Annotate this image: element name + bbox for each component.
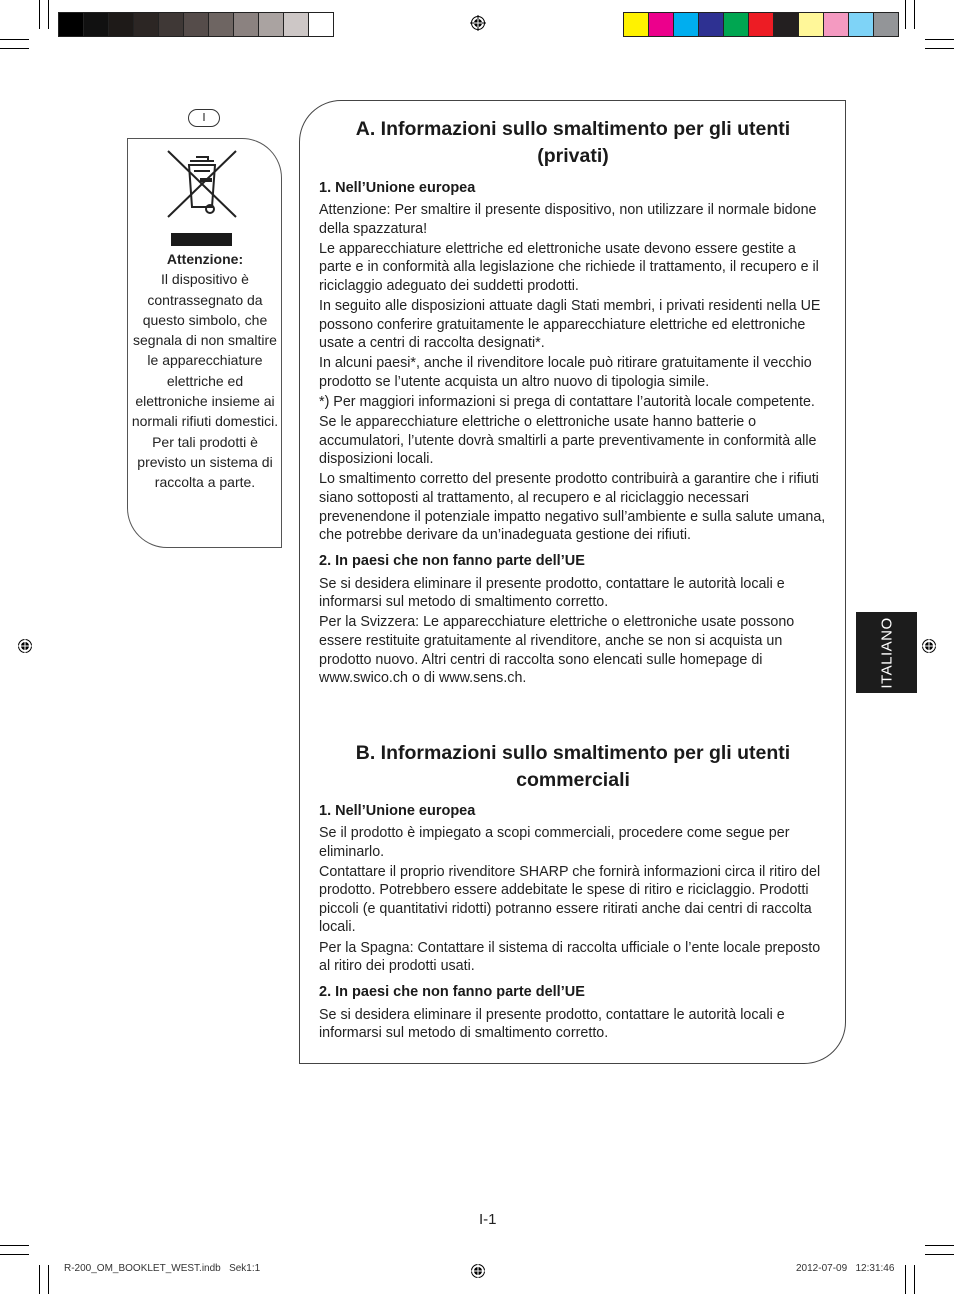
registration-mark-icon	[921, 638, 937, 654]
section-b-sub1-body	[319, 824, 827, 976]
registration-mark-icon	[17, 638, 33, 654]
section-b-sub2-body	[319, 1006, 827, 1043]
section-a	[319, 116, 827, 688]
warning-description: Il dispositivo è contrassegnato da questo simbolo, che segnala di non smaltire le apparecchiature elettriche ed elettroniche insieme ai normali rifiuti domestici.	[131, 271, 279, 430]
color-swatch	[649, 13, 674, 36]
language-tab	[856, 612, 917, 693]
section-a-sub1-paragraph: Attenzione: Per smaltire il presente dispositivo, non utilizzare il normale bidone della spazzatura!	[319, 202, 817, 237]
gray-swatch	[209, 13, 234, 36]
color-swatch	[874, 13, 898, 36]
section-a-sub2-paragraph: Se si desidera eliminare il presente prodotto, contattare le autorità locali e informarsi sul metodo di smaltimento corretto.	[319, 575, 785, 611]
color-swatch	[824, 13, 849, 36]
warning-text	[131, 249, 279, 493]
section-a-sub1-body	[319, 201, 827, 545]
section-a-sub1-paragraph: Lo smaltimento corretto del presente prodotto contribuirà a garantire che i rifiuti siano sottoposti al trattamento, al recupero e al riciclaggio necessari prevenendone il potenziale impatto negativo sull’ambiente e sulla salute umana, che potrebbe derivare da un’inadeguata gestione dei rifiuti.	[319, 471, 826, 544]
color-swatch	[724, 13, 749, 36]
color-swatch	[849, 13, 874, 36]
section-b-sub1-title: 1. Nell’Unione europea	[319, 803, 476, 819]
section-a-sub1-title: 1. Nell’Unione europea	[319, 180, 476, 196]
gray-swatch	[159, 13, 184, 36]
gray-swatch	[259, 13, 284, 36]
language-tab-label: ITALIANO	[878, 616, 895, 689]
footer-datetime: 2012-07-09 12:31:46	[796, 1263, 895, 1274]
gray-swatch	[59, 13, 84, 36]
color-swatch	[799, 13, 824, 36]
section-a-title: A. Informazioni sullo smaltimento per gli utenti (privati)	[355, 118, 791, 167]
warning-title: Attenzione:	[166, 251, 244, 267]
process-color-bar	[623, 12, 899, 37]
gray-swatch	[309, 13, 333, 36]
gray-swatch	[234, 13, 259, 36]
section-b-sub2-paragraph: Se si desidera eliminare il presente prodotto, contattare le autorità locali e informarsi sul metodo di smaltimento corretto.	[319, 1006, 785, 1042]
color-swatch	[774, 13, 799, 36]
gray-color-bar	[58, 12, 334, 37]
color-swatch	[699, 13, 724, 36]
gray-swatch	[184, 13, 209, 36]
section-a-sub2-body	[319, 575, 827, 688]
gray-swatch	[84, 13, 109, 36]
section-a-sub2-title: 2. In paesi che non fanno parte dell’UE	[319, 552, 585, 569]
page-number: I-1	[479, 1211, 497, 1228]
section-a-sub1-paragraph: Se le apparecchiature elettriche o elettroniche usate hanno batterie o accumulatori, l’utente dovrà smaltirli a parte preventivamente in conformità alle disposizioni locali.	[319, 414, 817, 468]
color-swatch	[674, 13, 699, 36]
section-b-sub1-paragraph: Per la Spagna: Contattare il sistema di raccolta ufficiale o l’ente locale preposto al ritiro dei prodotti usati.	[319, 939, 821, 975]
section-b-sub1-paragraph: Contattare il proprio rivenditore SHARP che fornirà informazioni circa il ritiro del prodotto. Potrebbero essere addebitate le spese di ritiro e riciclaggio. Prodotti piccoli (e quantitativi ridotti) potranno essere ritirati anche dai centri di raccolta locali.	[319, 863, 821, 936]
registration-mark-icon	[470, 15, 486, 31]
warning-description-2: Per tali prodotti è previsto un sistema di raccolta a parte.	[137, 433, 273, 491]
section-b	[319, 740, 827, 1043]
section-a-sub1-paragraph: In seguito alle disposizioni attuate dagli Stati membri, i privati residenti nella UE possono conferire gratuitamente le apparecchiature elettriche ed elettroniche usate a centri di raccolta designati*.	[319, 297, 821, 352]
gray-swatch	[134, 13, 159, 36]
section-b-title: B. Informazioni sullo smaltimento per gli utenti commerciali	[355, 742, 791, 791]
footer-file-info: R-200_OM_BOOKLET_WEST.indb Sek1:1	[64, 1263, 261, 1274]
registration-mark-icon	[470, 1263, 486, 1279]
page-letter-badge: I	[188, 109, 220, 127]
section-a-sub1-paragraph: *) Per maggiori informazioni si prega di contattare l’autorità locale competente.	[319, 393, 815, 410]
section-a-sub1-paragraph: In alcuni paesi*, anche il rivenditore locale può ritirare gratuitamente il vecchio prodotto se l’utente acquista un altro nuovo di tipologia simile.	[319, 355, 812, 390]
solid-bar	[171, 233, 232, 246]
crossed-out-wheelie-bin-icon	[162, 143, 242, 223]
section-a-sub2-paragraph: Per la Svizzera: Le apparecchiature elettriche o elettroniche usate possono essere restituite gratuitamente al rivenditore, anche se non si acquista un prodotto nuovo. Altri centri di raccolta sono elencati sulle homepage di www.swico.ch o di www.sens.ch.	[319, 614, 795, 687]
color-swatch	[749, 13, 774, 36]
section-b-sub1-paragraph: Se il prodotto è impiegato a scopi commerciali, procedere come segue per eliminarlo.	[319, 825, 790, 860]
gray-swatch	[284, 13, 309, 36]
section-a-sub1-paragraph: Le apparecchiature elettriche ed elettroniche usate devono essere gestite a parte e in conformità alla legislazione che richiede il trattamento, il recupero e il riciclaggio adeguato dei suddetti prodotti.	[319, 240, 819, 294]
section-b-sub2-title: 2. In paesi che non fanno parte dell’UE	[319, 983, 585, 1000]
color-swatch	[624, 13, 649, 36]
gray-swatch	[109, 13, 134, 36]
